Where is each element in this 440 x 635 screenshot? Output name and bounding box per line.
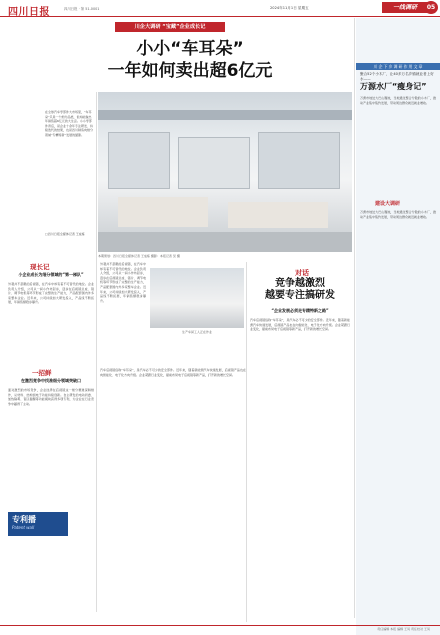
- photo-caption: 本期策划：四川日报全媒体记者 王成栋 摄影：本报记者 吴 摄: [98, 254, 180, 258]
- col1-body-cont: 外观并不起眼的后视镜，在汽车中却有着不可替代的地位。企业负责人介绍，公司从一间小作坊起步，逐步在后视镜总成、镜片、调节电机等环节形成了完整的生产能力，产品配套国内外多家整车企业。近年来，公司持续加大研发投入，产品线不断拓展，年销售额稳步攀升。: [100, 262, 146, 303]
- col1-body: 外观并不起眼的后视镜，在汽车中却有着不可替代的地位。企业负责人介绍，公司从一间小作坊起步，逐步在后视镜总成、镜片、调节电机等环节形成了完整的生产能力，产品配套国内外多家整车企业。近年来，公司持续加大研发投入，产品线不断拓展，年销售额稳步攀升。: [8, 282, 94, 305]
- showroom-photo: [98, 92, 352, 252]
- right-headline: 万源水厂“瘦身记”: [360, 82, 427, 91]
- dialog-tag: 对话: [295, 268, 309, 277]
- headline-line-2: 一年如何卖出超6亿元: [107, 61, 273, 81]
- dialog-headline-1: 竞争越激烈: [275, 278, 325, 289]
- newspaper-logo: 四川日报: [8, 7, 50, 18]
- patent-ad-subtitle: Patent wall: [12, 525, 35, 530]
- right-subhead: 建设大调研: [375, 201, 401, 207]
- col1b-body: 面对激烈的市场竞争，企业选择在后视镜这一细分赛道深耕细作，从材料、结构到电子功能持续创新。自主研发的电动折叠、加热除雾、盲区提醒等功能模块获得多项专利，为企业在行业竞争中赢得了主动。: [8, 388, 94, 406]
- dialog-headline-2: 越要专注搞研发: [265, 290, 335, 301]
- footer-rule: [0, 625, 440, 626]
- column-divider: [96, 92, 97, 612]
- right-banner: 川 企 下 乡 调 研 作 用 文 章: [356, 63, 440, 70]
- workshop-photo: [150, 268, 244, 328]
- issue-date: 2024年11月1日 星期五: [270, 6, 309, 10]
- col1-kicker: 现长记: [30, 263, 50, 271]
- section-tag: 一线调研: [382, 2, 428, 13]
- dialog-subhead: “企业发展必须走专精特新之路”: [271, 308, 329, 313]
- col2-body: 汽车后视镜俗称“车耳朵”，是汽车必不可少的安全部件。近年来，随着新能源汽车快速发展，后视镜产品也在向智能化、电子化方向升级。企业紧跟行业变化，提前布局电子后视镜等新产品，打开新的增长空间。: [100, 368, 246, 377]
- headline-line-1: 小小“车耳朵”: [136, 39, 244, 59]
- footer-text: 责任编辑 本报 编辑 王凤 责任校对 王凤: [377, 627, 430, 631]
- series-banner: 川企大调研 “宝藏”企业成长记: [115, 22, 225, 32]
- dialog-body: 汽车后视镜俗称“车耳朵”，是汽车必不可少的安全部件。近年来，随着新能源汽车快速发展，后视镜产品也在向智能化、电子化方向升级。企业紧跟行业变化，提前布局电子后视镜等新产品，打开新的增长空间。: [250, 318, 350, 332]
- column-divider: [354, 18, 355, 618]
- right-body: 万源市地处大巴山腹地，当地通过整合分散的小木厂，推动产业集中集约发展，带动周边群众就近就业增收。: [360, 96, 436, 105]
- page-number: 05: [424, 1, 438, 14]
- masthead-info: 四川日报 · 第 51-0001: [64, 7, 100, 11]
- column-divider: [246, 262, 247, 622]
- intro-credit: □四川日报全媒体记者 王成栋: [45, 232, 85, 236]
- col1-subhead: 小企业成长为细分领域的“第一梯队”: [18, 272, 84, 277]
- right-kicker: 聚合52个小木厂，让40多万名乡镇就业者上好水——: [360, 72, 434, 81]
- right-body-cont: 万源市地处大巴山腹地，当地通过整合分散的小木厂，推动产业集中集约发展，带动周边群众就近就业增收。: [360, 210, 436, 219]
- col1b-subhead: 在激烈竞争中找准细分领域突破口: [21, 378, 81, 383]
- col1b-kicker: 一招鲜: [32, 369, 52, 377]
- patent-ad-title: 专利播: [12, 515, 36, 524]
- intro-text: 在全球汽车零部件大市场里，“车耳朵”只是一个细分品类，但却能做出年销售超6亿元的大生意。小小零部件背后，是企业十余年专注研发、持续迭代的结果，也是四川制造向细分领域“专精特新”发展的缩影。: [45, 110, 93, 137]
- workshop-photo-caption: 生产车间工人正在作业: [181, 330, 212, 334]
